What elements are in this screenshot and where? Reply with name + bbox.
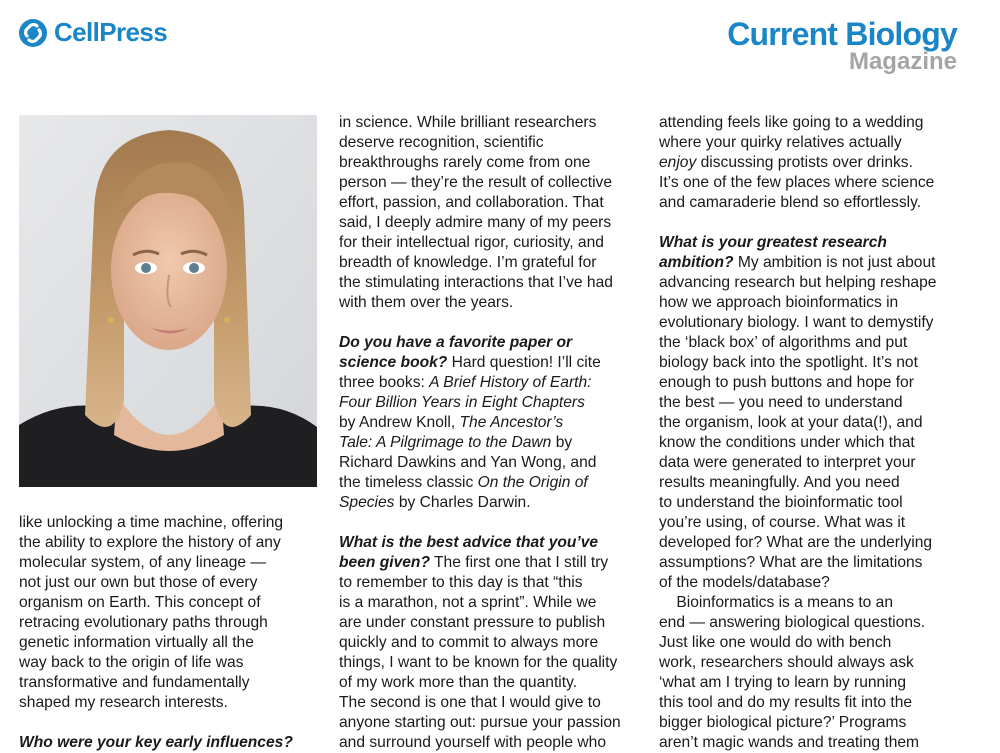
answer-text: My ambition is not just about [733, 254, 936, 271]
answer-text: the timeless classic [339, 474, 478, 491]
answer-text: three books: [339, 374, 430, 391]
text-line: the stimulating interactions that I’ve had [339, 274, 613, 291]
text-line [339, 493, 621, 513]
text-line: this tool and do my results fit into the [659, 694, 913, 711]
text-line: person — they’re the result of collective [339, 174, 613, 191]
column-2 [339, 113, 621, 753]
question-heading: been given? [339, 554, 430, 571]
question-heading: What is your greatest research [659, 234, 887, 251]
text-line: results meaningfully. And you need [659, 474, 900, 491]
text-line: the best — you need to understand [659, 394, 903, 411]
text-line: the ‘black box’ of algorithms and put [659, 334, 908, 351]
text-line: aren’t magic wands and treating them [659, 734, 920, 751]
question-heading: Who were your key early influences? [19, 734, 293, 751]
cellpress-mark-icon [18, 18, 48, 48]
text-line [339, 413, 621, 433]
text-line: end — answering biological questions. [659, 614, 926, 631]
text-line: The second is one that I would give to [339, 694, 601, 711]
text-line: and camaraderie blend so effortlessly. [659, 194, 922, 211]
text-line: way back to the origin of life was [19, 654, 244, 671]
text-line: is a marathon, not a sprint”. While we [339, 594, 597, 611]
column-1 [19, 513, 293, 753]
text-line: assumptions? What are the limitations [659, 554, 923, 571]
text-line: Just like one would do with bench [659, 634, 892, 651]
journal-title: Current Biology [727, 16, 957, 52]
emphasis-text: enjoy [659, 154, 697, 171]
question-heading: Do you have a favorite paper or [339, 334, 573, 351]
author-portrait [19, 115, 317, 487]
answer-text: by Charles Darwin. [394, 494, 531, 511]
text-line: ‘what am I trying to learn by running [659, 674, 907, 691]
text-line: quickly and to commit to always more [339, 634, 599, 651]
text-line [659, 253, 936, 273]
text-line: It’s one of the few places where science [659, 174, 935, 191]
text-line: how we approach bioinformatics in [659, 294, 899, 311]
text-line: know the conditions under which that [659, 434, 915, 451]
text-line: shaped my research interests. [19, 694, 228, 711]
text-line: work, researchers should always ask [659, 654, 914, 671]
text-line: to remember to this day is that “this [339, 574, 583, 591]
book-title: The Ancestor’s [459, 414, 564, 431]
text-line: of my work more than the quantity. [339, 674, 578, 691]
text-line: genetic information virtually all the [19, 634, 254, 651]
text-line: things, I want to be known for the quality [339, 654, 618, 671]
text-line: and surround yourself with people who [339, 734, 606, 751]
text-line: transformative and fundamentally [19, 674, 250, 691]
text-line: you’re using, of course. What was it [659, 514, 906, 531]
text-line: breadth of knowledge. I’m grateful for [339, 254, 597, 271]
text-line: the ability to explore the history of any [19, 534, 281, 551]
text-line: of the models/database? [659, 574, 830, 591]
publisher-name: CellPress [54, 17, 168, 47]
text-line: developed for? What are the underlying [659, 534, 933, 551]
text-line: retracing evolutionary paths through [19, 614, 268, 631]
answer-text: by [551, 434, 573, 451]
text-line: effort, passion, and collaboration. That [339, 194, 604, 211]
book-title: On the Origin of [477, 474, 588, 491]
text-line: data were generated to interpret your [659, 454, 916, 471]
text-line: the organism, look at your data(!), and [659, 414, 923, 431]
text-line: like unlocking a time machine, offering [19, 514, 284, 531]
text-line: bigger biological picture?’ Programs [659, 714, 907, 731]
text-line: anyone starting out: pursue your passion [339, 714, 621, 731]
text-line: breakthroughs rarely come from one [339, 154, 591, 171]
journal-section: Magazine [848, 48, 957, 75]
book-title: Tale: A Pilgrimage to the Dawn [339, 434, 552, 451]
text-line [339, 473, 621, 493]
text-line: advancing research but helping reshape [659, 274, 937, 291]
text-line [339, 373, 621, 393]
text-line: Richard Dawkins and Yan Wong, and [339, 454, 597, 471]
journal-masthead [727, 16, 957, 74]
text-line: deserve recognition, scientific [339, 134, 544, 151]
text-line: biology back into the spotlight. It’s not [659, 354, 918, 371]
text-line: Bioinformatics is a means to an [659, 594, 894, 611]
text-line: where your quirky relatives actually [659, 134, 902, 151]
question-heading: What is the best advice that you’ve [339, 534, 599, 551]
text-line: in science. While brilliant researchers [339, 114, 597, 131]
book-title: Four Billion Years in Eight Chapters [339, 394, 585, 411]
answer-text: Hard question! I’ll cite [447, 354, 601, 371]
answer-text: by Andrew Knoll, [339, 414, 460, 431]
column-3 [659, 113, 936, 753]
text-line: organism on Earth. This concept of [19, 594, 261, 611]
text-line [659, 153, 936, 173]
answer-text: The first one that I still try [429, 554, 609, 571]
question-heading: science book? [339, 354, 448, 371]
text-line [339, 433, 621, 453]
cellpress-logo[interactable] [18, 17, 167, 48]
text-line [339, 553, 621, 573]
book-title: Species [339, 494, 395, 511]
text-line: enough to push buttons and hope for [659, 374, 914, 391]
text-line: evolutionary biology. I want to demystify [659, 314, 934, 331]
text-line: not just our own but those of every [19, 574, 258, 591]
book-title: A Brief History of Earth: [429, 374, 592, 391]
text-line: said, I deeply admire many of my peers [339, 214, 612, 231]
text-line: with them over the years. [339, 294, 514, 311]
answer-text: discussing protists over drinks. [696, 154, 913, 171]
text-line: to understand the bioinformatic tool [659, 494, 903, 511]
question-heading: ambition? [659, 254, 734, 271]
text-line: molecular system, of any lineage — [19, 554, 267, 571]
text-line [339, 353, 621, 373]
text-line: are under constant pressure to publish [339, 614, 606, 631]
text-line: for their intellectual rigor, curiosity, and [339, 234, 604, 251]
text-line: attending feels like going to a wedding [659, 114, 924, 131]
